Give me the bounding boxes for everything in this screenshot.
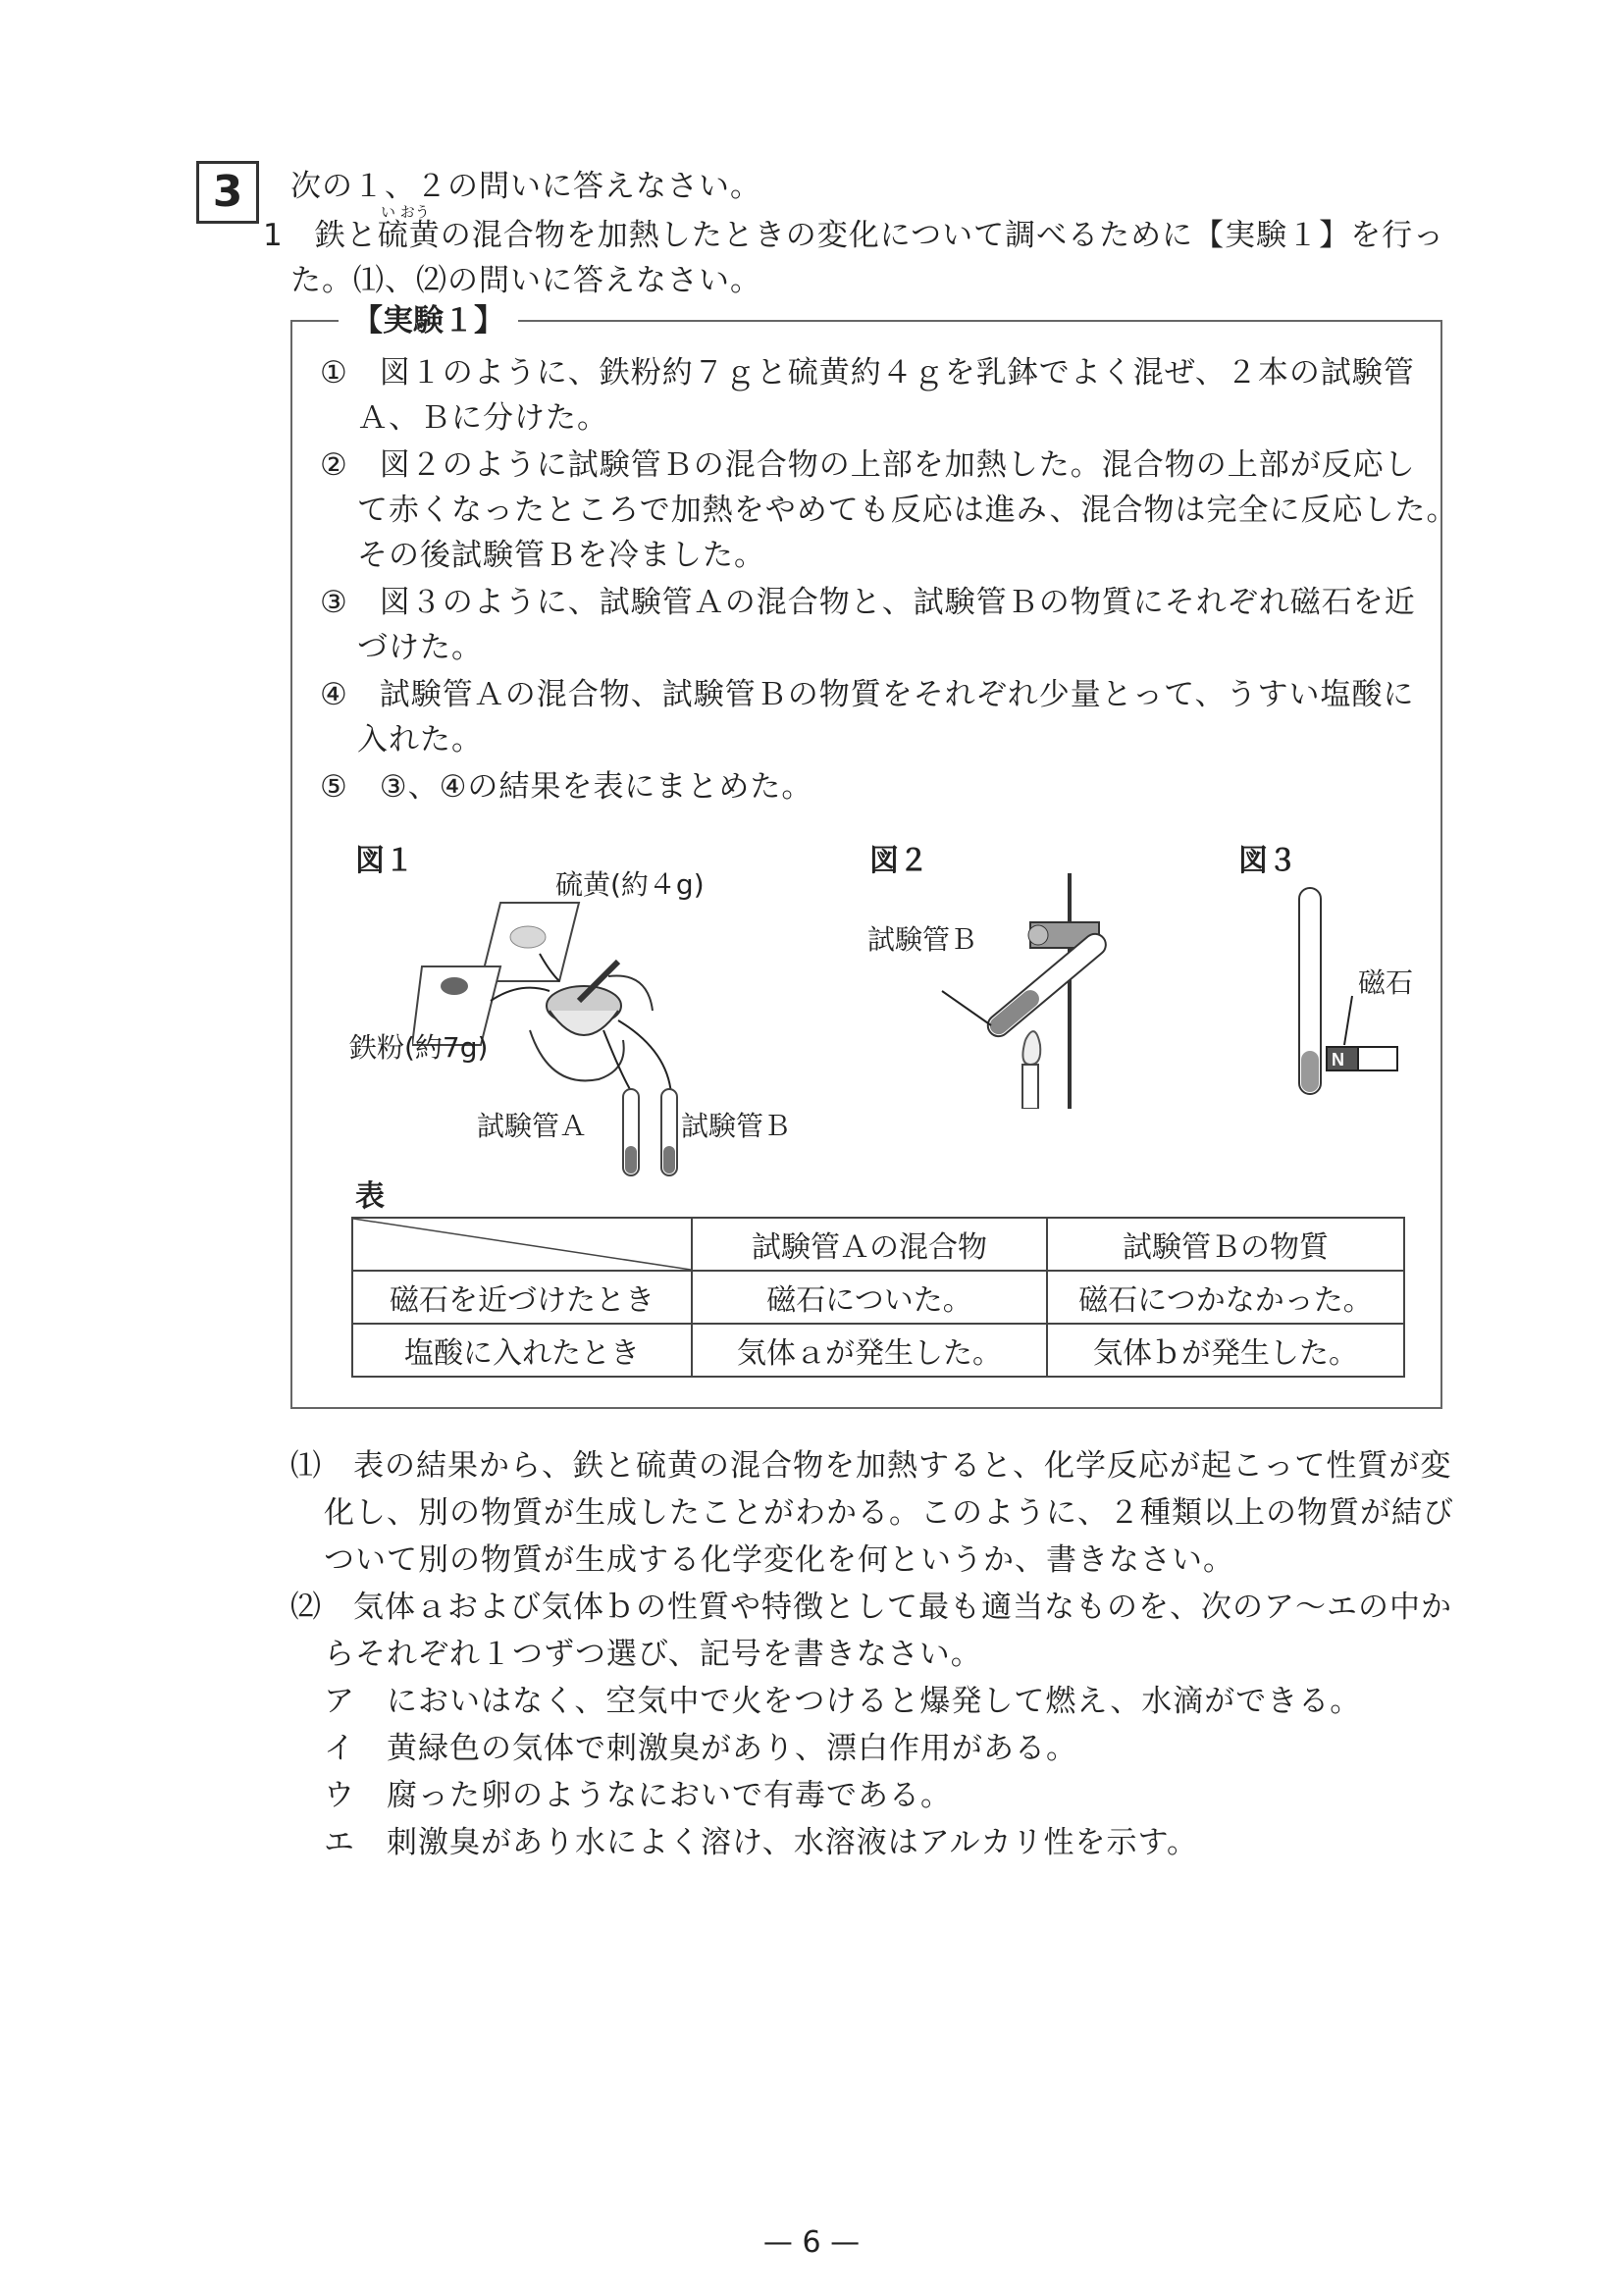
flame — [1022, 1031, 1040, 1065]
svg-text:N: N — [1332, 1050, 1344, 1070]
table-cell: 磁石についた。 — [692, 1271, 1047, 1324]
choice-a: ア においはなく、空気中で火をつけると爆発して燃え、水滴ができる。 — [324, 1684, 1362, 1719]
section-number: 3 — [196, 161, 259, 224]
step-3b: づけた。 — [357, 630, 483, 665]
intro-text: 次の１、２の問いに答えなさい。 — [290, 169, 761, 204]
iron-label: 鉄粉(約7g) — [349, 1031, 489, 1064]
corner-diagonal — [353, 1219, 691, 1270]
fig2-tube-label: 試験管Ｂ — [867, 923, 978, 956]
table-header-a: 試験管Ａの混合物 — [692, 1218, 1047, 1271]
sulfur-label: 硫黄(約４g) — [555, 868, 705, 901]
fig3-label: 図３ — [1238, 844, 1297, 878]
step-5: ⑤ ③、④の結果を表にまとめた。 — [320, 769, 813, 805]
step-4a: ④ 試験管Ａの混合物、試験管Ｂの物質をそれぞれ少量とって、うすい塩酸に — [320, 677, 1415, 712]
step-2b: て赤くなったところで加熱をやめても反応は進み、混合物は完全に反応した。 — [357, 493, 1458, 528]
q1-line-2: た。⑴、⑵の問いに答えなさい。 — [290, 263, 761, 298]
iron-pile — [441, 977, 468, 995]
fig2-illustration — [932, 863, 1168, 1109]
table-cell: 磁石につかなかった。 — [1047, 1271, 1404, 1324]
choice-u: ウ 腐った卵のようなにおいで有毒である。 — [324, 1778, 952, 1813]
table-cell: 気体ｂが発生した。 — [1047, 1324, 1404, 1377]
fig2-label: 図２ — [869, 844, 928, 878]
table-corner-cell — [352, 1218, 692, 1271]
experiment-title: 【実験１】 — [339, 299, 518, 342]
magnet-label: 磁石 — [1358, 966, 1414, 999]
q1-line-1: 1 鉄と硫黄の混合物を加熱したときの変化について調べるために【実験１】を行っ — [263, 218, 1445, 253]
table-header-row — [352, 1218, 1404, 1271]
q2-text-1: ⑵ 気体ａおよび気体ｂの性質や特徴として最も適当なものを、次のア～エの中か — [290, 1590, 1452, 1625]
step-3a: ③ 図３のように、試験管Ａの混合物と、試験管Ｂの物質にそれぞれ磁石を近 — [320, 585, 1416, 620]
sulfur-pile — [510, 926, 546, 948]
table-cell: 気体ａが発生した。 — [692, 1324, 1047, 1377]
table-header-b: 試験管Ｂの物質 — [1047, 1218, 1404, 1271]
tube-a-label: 試験管Ａ — [477, 1110, 588, 1142]
step-2c: その後試験管Ｂを冷ました。 — [357, 538, 765, 573]
tube-b-label: 試験管Ｂ — [681, 1110, 792, 1142]
table-row — [352, 1324, 1404, 1377]
q1-text-1: ⑴ 表の結果から、鉄と硫黄の混合物を加熱すると、化学反応が起こって性質が変 — [290, 1448, 1452, 1484]
step-2a: ② 図２のように試験管Ｂの混合物の上部を加熱した。混合物の上部が反応し — [320, 447, 1416, 483]
table-cell: 磁石を近づけたとき — [352, 1271, 692, 1324]
page-number: — 6 — — [762, 2225, 861, 2260]
fig1-label: 図１ — [355, 844, 414, 878]
table-cell: 塩酸に入れたとき — [352, 1324, 692, 1377]
ruby-io: い おう — [381, 203, 430, 221]
step-1a: ① 図１のように、鉄粉約７ｇと硫黄約４ｇを乳鉢でよく混ぜ、２本の試験管 — [320, 355, 1415, 391]
choice-e: エ 刺激臭があり水によく溶け、水溶液はアルカリ性を示す。 — [324, 1825, 1199, 1860]
q2-text-2: らそれぞれ１つずつ選び、記号を書きなさい。 — [324, 1637, 982, 1672]
q1-text-3: ついて別の物質が生成する化学変化を何というか、書きなさい。 — [324, 1542, 1234, 1578]
burner — [1022, 1065, 1038, 1109]
table-label: 表 — [355, 1179, 385, 1214]
table-row — [352, 1271, 1404, 1324]
step-1b: Ａ、Ｂに分けた。 — [357, 400, 608, 436]
choice-i: イ 黄緑色の気体で刺激臭があり、漂白作用がある。 — [324, 1731, 1077, 1766]
magnet-s — [1358, 1047, 1397, 1070]
results-table — [351, 1217, 1405, 1378]
step-4b: 入れた。 — [357, 722, 483, 757]
q1-text-2: 化し、別の物質が生成したことがわかる。このように、２種類以上の物質が結び — [324, 1495, 1454, 1531]
